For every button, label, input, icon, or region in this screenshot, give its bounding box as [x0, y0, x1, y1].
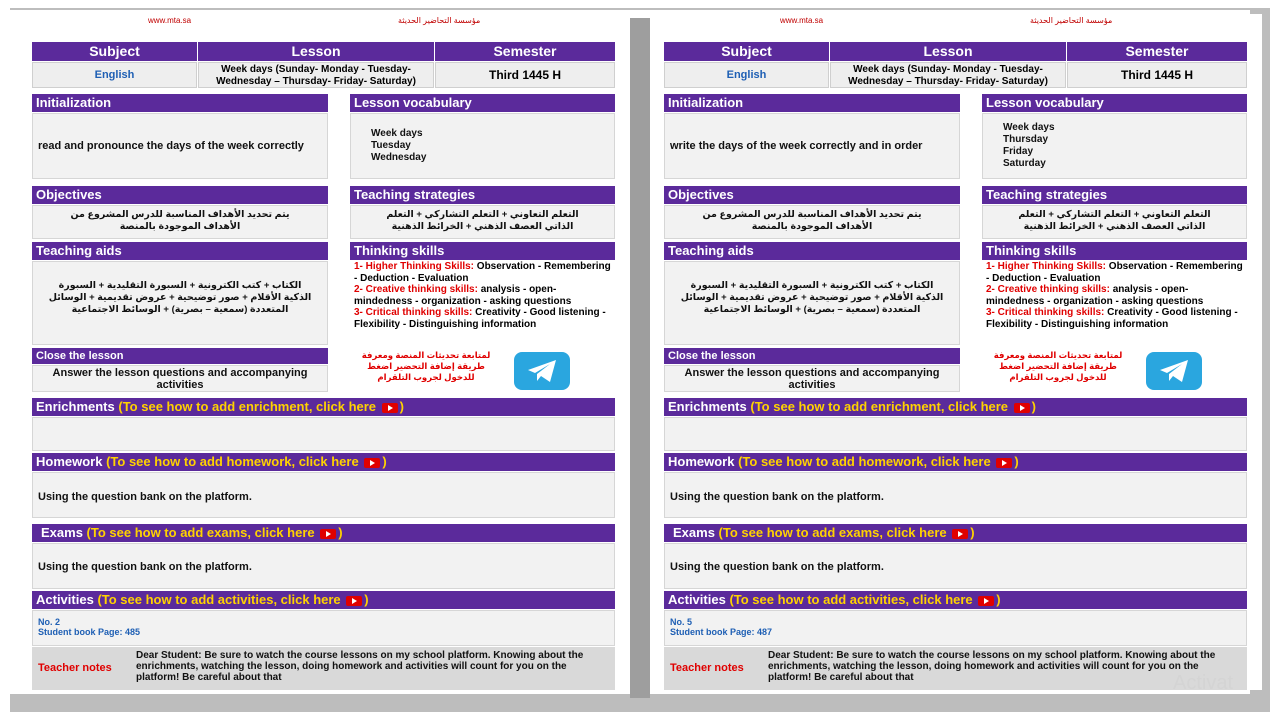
notes-text: Dear Student: Be sure to watch the course lessons on my school platform. Knowing about the enrichments, watching the lesson, doing homework and activities will count for you on the platform! Be careful about that: [136, 650, 584, 683]
telegram-text[interactable]: لمتابعة تحديثات المنصة ومعرفة طريقة إضافة التحضير اضغط للدخول لجروب التلقرام: [993, 350, 1123, 382]
lesson-value: Week days (Sunday- Monday - Tuesday- Wednesday – Thursday- Friday- Saturday): [830, 62, 1066, 88]
initialization-box: write the days of the week correctly and in order: [664, 113, 960, 179]
strategies-box: التعلم التعاوني + التعلم التشاركي + التعلم الذاتي العصف الذهني + الخرائط الذهنية: [350, 205, 615, 239]
homework-link[interactable]: (To see how to add homework, click here ): [738, 454, 1019, 469]
notes-text: Dear Student: Be sure to watch the course lessons on my school platform. Knowing about the enrichments, watching the lesson, doing homework and activities will count for you on the platform! Be careful about that: [768, 650, 1216, 683]
thinking-skill-label: 2- Creative thinking skills:: [986, 284, 1110, 296]
youtube-icon[interactable]: [978, 596, 994, 606]
aids-box: الكتاب + كتب الكترونية + السبورة التقليدية + السبورة الذكية الأقلام + صور توضيحية + عروض تقديمية + الوسائل المتعددة (سمعية – بصرية) + الوسائط الاجتماعية: [32, 261, 328, 345]
exams-box: Using the question bank on the platform.: [664, 543, 1247, 589]
vocab-item: Saturday: [1003, 158, 1046, 169]
semester-header: Semester: [1067, 42, 1247, 61]
close-box: Answer the lesson questions and accompanying activities: [32, 365, 328, 392]
initialization-title: Initialization: [32, 94, 328, 112]
semester-value: Third 1445 H: [435, 62, 615, 88]
objectives-title: Objectives: [664, 186, 960, 204]
exams-link[interactable]: (To see how to add exams, click here ): [86, 525, 343, 540]
activation-watermark: Activat: [1173, 672, 1234, 694]
initialization-box: read and pronounce the days of the week correctly: [32, 113, 328, 179]
thinking-skill: [354, 307, 611, 330]
activities-link[interactable]: (To see how to add activities, click here ): [97, 592, 369, 607]
activities-box: No. 5 Student book Page: 487: [664, 610, 1247, 646]
vocab-item: Thursday: [1003, 134, 1049, 145]
thinking-skill-text: Creativity - Good listening - Flexibility - Distinguishing information: [986, 307, 1238, 330]
strategies-box: التعلم التعاوني + التعلم التشاركي + التعلم الذاتي العصف الذهني + الخرائط الذهنية: [982, 205, 1247, 239]
lesson-header: Lesson: [198, 42, 434, 61]
vocab-item: Week days: [371, 128, 423, 139]
notes-label: Teacher notes: [38, 662, 112, 674]
semester-value: Third 1445 H: [1067, 62, 1247, 88]
close-title: Close the lesson: [32, 348, 328, 364]
page-topline: [18, 16, 618, 28]
youtube-icon[interactable]: [346, 596, 362, 606]
telegram-text[interactable]: لمتابعة تحديثات المنصة ومعرفة طريقة إضافة التحضير اضغط للدخول لجروب التلقرام: [361, 350, 491, 382]
site-url[interactable]: www.mta.sa: [780, 16, 824, 25]
thinking-skill-text: analysis - open-mindedness - organization - asking questions: [986, 284, 1204, 307]
vocab-box: [982, 113, 1247, 179]
subject-header: Subject: [32, 42, 197, 61]
exams-box: Using the question bank on the platform.: [32, 543, 615, 589]
thinking-box: [350, 261, 615, 345]
close-box: Answer the lesson questions and accompanying activities: [664, 365, 960, 392]
activities-link[interactable]: (To see how to add activities, click here ): [729, 592, 1001, 607]
thinking-skill-text: Observation - Remembering - Deduction - Evaluation: [986, 261, 1243, 284]
homework-title: Homework (To see how to add homework, click here ): [664, 453, 1247, 471]
enrich-box: [32, 417, 615, 451]
vocab-title: Lesson vocabulary: [350, 94, 615, 112]
enrich-title: Enrichments (To see how to add enrichment, click here ): [32, 398, 615, 416]
subject-value: English: [664, 62, 829, 88]
lesson-page-1: [18, 14, 630, 690]
objectives-title: Objectives: [32, 186, 328, 204]
enrich-box: [664, 417, 1247, 451]
homework-link[interactable]: (To see how to add homework, click here ): [106, 454, 387, 469]
youtube-icon[interactable]: [996, 458, 1012, 468]
thinking-skill: [354, 284, 611, 307]
thinking-skill-label: 2- Creative thinking skills:: [354, 284, 478, 296]
vocab-title: Lesson vocabulary: [982, 94, 1247, 112]
thinking-title: Thinking skills: [982, 242, 1247, 260]
enrich-title: Enrichments (To see how to add enrichment, click here ): [664, 398, 1247, 416]
org-name: مؤسسة التحاضير الحديثة: [1030, 16, 1113, 25]
page-topline: [650, 16, 1250, 28]
vocab-item: Friday: [1003, 146, 1034, 157]
thinking-skill-text: Creativity - Good listening - Flexibility - Distinguishing information: [354, 307, 606, 330]
exams-title: Exams (To see how to add exams, click here ): [32, 524, 615, 542]
activities-title: Activities (To see how to add activities, click here ): [664, 591, 1247, 609]
exams-title: Exams (To see how to add exams, click here ): [664, 524, 1247, 542]
org-name: مؤسسة التحاضير الحديثة: [398, 16, 481, 25]
enrich-link[interactable]: (To see how to add enrichment, click here ): [750, 399, 1036, 414]
vocab-item: Wednesday: [371, 152, 427, 163]
objectives-box: يتم تحديد الأهداف المناسبة للدرس المشروع من الأهداف الموجودة بالمنصة: [664, 205, 960, 239]
lesson-page-2: [650, 14, 1262, 690]
thinking-skill-text: analysis - open-mindedness - organization - asking questions: [354, 284, 572, 307]
site-url[interactable]: www.mta.sa: [148, 16, 192, 25]
lesson-value: Week days (Sunday- Monday - Tuesday- Wednesday – Thursday- Friday- Saturday): [198, 62, 434, 88]
lesson-header: Lesson: [830, 42, 1066, 61]
thinking-box: [982, 261, 1247, 345]
activities-box: No. 2 Student book Page: 485: [32, 610, 615, 646]
thinking-skill: [986, 284, 1243, 307]
telegram-icon[interactable]: [514, 352, 570, 390]
vocab-item: Tuesday: [371, 140, 411, 151]
semester-header: Semester: [435, 42, 615, 61]
aids-title: Teaching aids: [32, 242, 328, 260]
thinking-title: Thinking skills: [350, 242, 615, 260]
homework-box: Using the question bank on the platform.: [32, 472, 615, 518]
youtube-icon[interactable]: [364, 458, 380, 468]
aids-title: Teaching aids: [664, 242, 960, 260]
thinking-skill: [354, 261, 611, 284]
notes-label: Teacher notes: [670, 662, 744, 674]
thinking-skill-label: 3- Critical thinking skills:: [354, 307, 473, 319]
thinking-skill: [986, 307, 1243, 330]
close-title: Close the lesson: [664, 348, 960, 364]
strategies-title: Teaching strategies: [350, 186, 615, 204]
vocab-item: Week days: [1003, 122, 1055, 133]
youtube-icon[interactable]: [1014, 403, 1030, 413]
objectives-box: يتم تحديد الأهداف المناسبة للدرس المشروع من الأهداف الموجودة بالمنصة: [32, 205, 328, 239]
youtube-icon[interactable]: [320, 529, 336, 539]
strategies-title: Teaching strategies: [982, 186, 1247, 204]
homework-title: Homework (To see how to add homework, click here ): [32, 453, 615, 471]
youtube-icon[interactable]: [952, 529, 968, 539]
aids-box: الكتاب + كتب الكترونية + السبورة التقليدية + السبورة الذكية الأقلام + صور توضيحية + عروض تقديمية + الوسائل المتعددة (سمعية – بصرية) + الوسائط الاجتماعية: [664, 261, 960, 345]
thinking-skill-text: Observation - Remembering - Deduction - Evaluation: [354, 261, 611, 284]
thinking-skill: [986, 261, 1243, 284]
vocab-box: [350, 113, 615, 179]
subject-value: English: [32, 62, 197, 88]
subject-header: Subject: [664, 42, 829, 61]
activities-title: Activities (To see how to add activities, click here ): [32, 591, 615, 609]
thinking-skill-label: 1- Higher Thinking Skills:: [354, 261, 475, 272]
thinking-skill-label: 1- Higher Thinking Skills:: [986, 261, 1107, 272]
initialization-title: Initialization: [664, 94, 960, 112]
youtube-icon[interactable]: [382, 403, 398, 413]
telegram-icon[interactable]: [1146, 352, 1202, 390]
homework-box: Using the question bank on the platform.: [664, 472, 1247, 518]
enrich-link[interactable]: (To see how to add enrichment, click here ): [118, 399, 404, 414]
thinking-skill-label: 3- Critical thinking skills:: [986, 307, 1105, 319]
page-gap: [630, 18, 650, 698]
exams-link[interactable]: (To see how to add exams, click here ): [718, 525, 975, 540]
